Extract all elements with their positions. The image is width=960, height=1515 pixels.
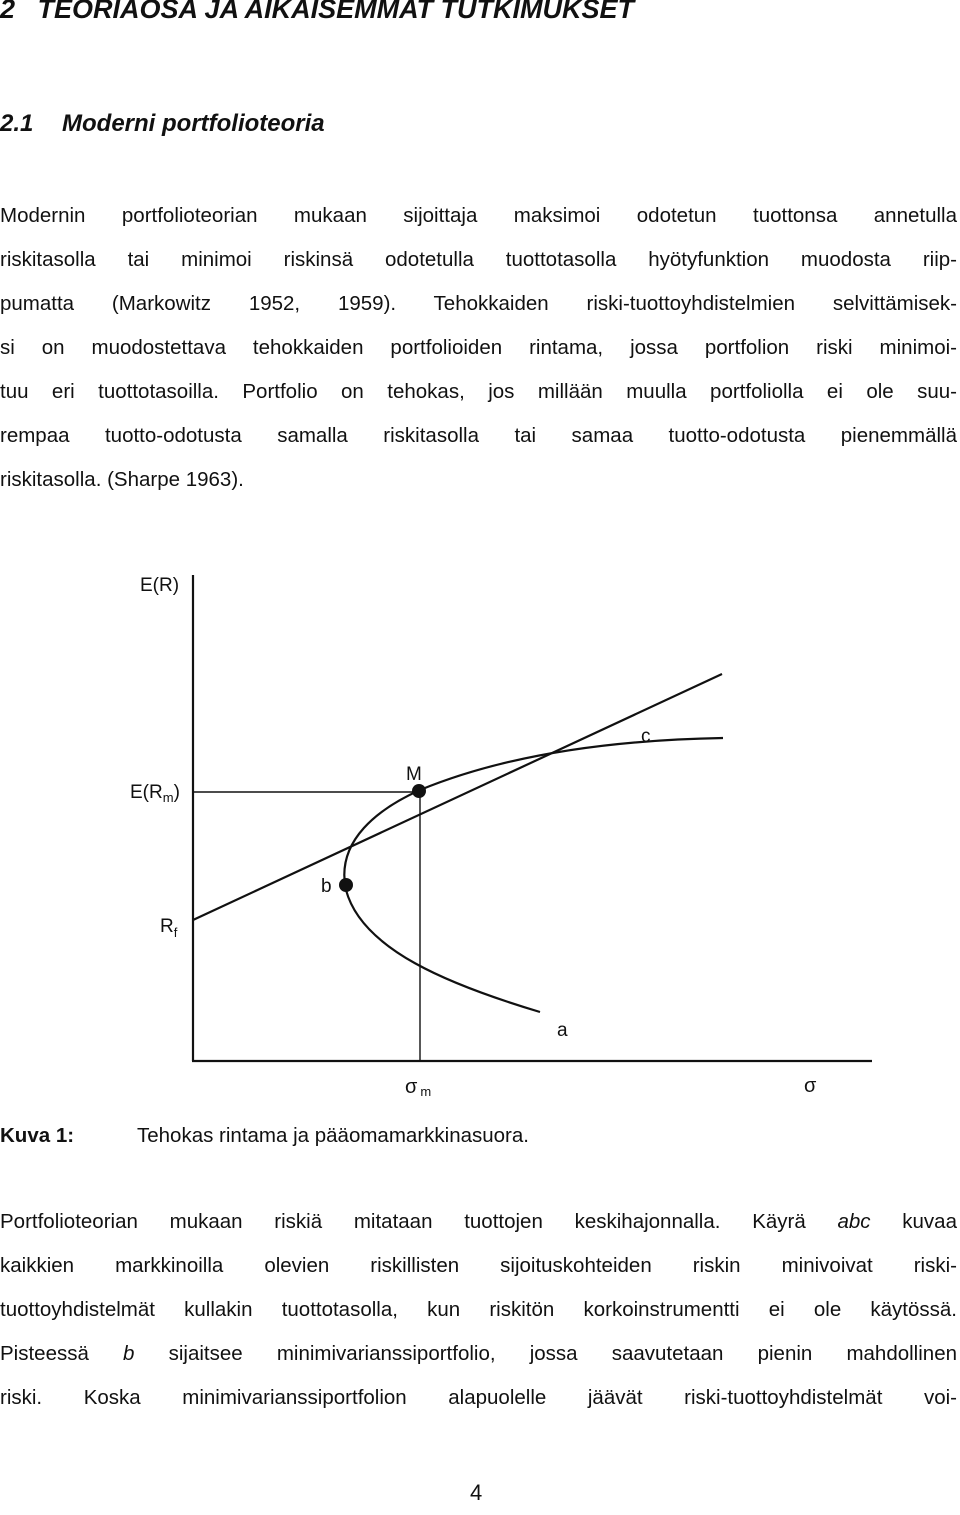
rf-label: [160, 916, 178, 940]
paragraph1-line: riskitasolla. (Sharpe 1963).: [0, 468, 244, 491]
sigma-m-sub: m: [420, 1084, 432, 1099]
caption-label: Kuva 1:: [0, 1124, 75, 1147]
paragraph1-line: riskitasolla tai minimoi riskinsä odotetulla tuottotasolla hyötyfunktion muodosta riip-: [0, 248, 957, 271]
paragraph1-line: tuu eri tuottotasoilla. Portfolio on tehokas, jos millään muulla portfoliolla ei ole suu-: [0, 380, 957, 403]
erm-label: [130, 782, 180, 805]
paragraph1-line: pumatta (Markowitz 1952, 1959). Tehokkaiden riski-tuottoyhdistelmien selvittämisek-: [0, 292, 957, 315]
page-number: 4: [470, 1480, 483, 1505]
erm-sub: m: [162, 790, 174, 805]
rf-sub: f: [173, 925, 178, 940]
paragraph2-line: tuottoyhdistelmät kullakin tuottotasolla, kun riskitön korkoinstrumentti ei ole käytössä.: [0, 1298, 957, 1321]
frontier-curve: [344, 738, 723, 1012]
section-title: Moderni portfolioteoria: [62, 110, 325, 137]
point-b-label: b: [321, 876, 332, 897]
paragraph2-emphasis: abc: [837, 1210, 871, 1233]
section-number: 2.1: [0, 110, 34, 137]
chapter-title: TEORIAOSA JA AIKAISEMMAT TUTKIMUKSET: [37, 0, 635, 24]
paragraph1-line: si on muodostettava tehokkaiden portfolioiden rintama, jossa portfolion riski minimoi-: [0, 336, 957, 359]
paragraph1-line: Modernin portfolioteorian mukaan sijoittaja maksimoi odotetun tuottonsa annetulla: [0, 204, 957, 227]
paragraph2-text: kuvaa: [870, 1210, 957, 1233]
paragraph2-text: sijaitsee minimivarianssiportfolio, jossa saavutetaan pienin mahdollinen: [134, 1342, 957, 1365]
rf-main: R: [160, 916, 174, 937]
paragraph2-line: riski. Koska minimivarianssiportfolion alapuolelle jäävät riski-tuottoyhdistelmät voi-: [0, 1386, 957, 1409]
point-c-label: c: [641, 726, 651, 747]
caption-text: Tehokas rintama ja pääomamarkkinasuora.: [137, 1124, 529, 1147]
paragraph2-emphasis: b: [123, 1342, 135, 1365]
efficient-frontier-figure: [0, 560, 960, 1120]
y-axis-label: E(R): [140, 575, 180, 596]
paragraph2-line: [0, 1210, 957, 1234]
paragraph2-text: Pisteessä: [0, 1342, 124, 1365]
paragraph2-line: [0, 1342, 957, 1366]
point-m-marker: [412, 784, 426, 798]
point-b-marker: [339, 878, 353, 892]
chapter-heading: [0, 0, 634, 25]
capital-market-line: [193, 674, 722, 920]
erm-close: ): [173, 782, 180, 803]
sigma-m-label: [405, 1076, 431, 1099]
point-a-label: a: [557, 1020, 568, 1041]
sigma-m-main: σ: [405, 1076, 418, 1098]
point-m-label: M: [406, 764, 422, 785]
paragraph2-text: Portfolioteorian mukaan riskiä mitataan tuottojen keskihajonnalla. Käyrä: [0, 1210, 838, 1233]
section-heading: [0, 110, 325, 138]
paragraph1-line: rempaa tuotto-odotusta samalla riskitasolla tai samaa tuotto-odotusta pienemmällä: [0, 424, 957, 447]
x-axis-label: σ: [804, 1075, 817, 1097]
erm-main: E(R: [130, 782, 163, 803]
chapter-number: 2: [0, 0, 16, 24]
paragraph2-line: kaikkien markkinoilla olevien riskillisten sijoituskohteiden riskin minivoivat riski-: [0, 1254, 957, 1277]
